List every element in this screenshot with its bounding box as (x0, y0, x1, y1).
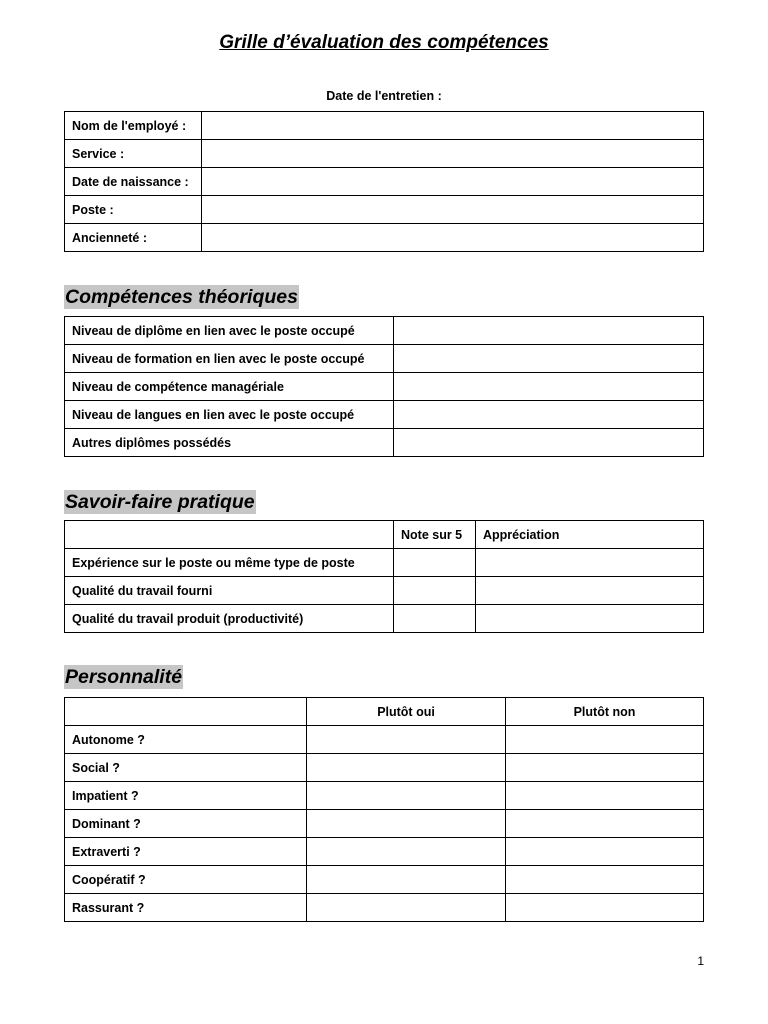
rather-no-cell[interactable] (506, 810, 704, 838)
theoretical-value-cell[interactable] (394, 345, 704, 373)
rather-no-cell[interactable] (506, 726, 704, 754)
appreciation-cell[interactable] (476, 605, 704, 633)
criterion-label: Expérience sur le poste ou même type de poste (65, 549, 394, 577)
trait-label: Autonome ? (65, 726, 307, 754)
table-row (65, 168, 704, 196)
rather-yes-cell[interactable] (307, 726, 506, 754)
page-number: 1 (697, 954, 704, 968)
employee-name-field[interactable] (202, 112, 704, 140)
score-cell[interactable] (394, 549, 476, 577)
practical-skills-table (64, 520, 704, 633)
theoretical-value-cell[interactable] (394, 317, 704, 345)
rather-no-cell[interactable] (506, 894, 704, 922)
section-heading-personality: Personnalité (65, 666, 183, 688)
criterion-label: Niveau de langues en lien avec le poste occupé (65, 401, 394, 429)
theoretical-value-cell[interactable] (394, 401, 704, 429)
score-cell[interactable] (394, 577, 476, 605)
criterion-label: Qualité du travail produit (productivité) (65, 605, 394, 633)
rather-yes-cell[interactable] (307, 838, 506, 866)
table-row (65, 810, 704, 838)
theoretical-skills-table (64, 316, 704, 457)
table-row (65, 726, 704, 754)
table-row (65, 112, 704, 140)
rather-no-cell[interactable] (506, 782, 704, 810)
trait-label: Dominant ? (65, 810, 307, 838)
rather-yes-cell[interactable] (307, 866, 506, 894)
birth-date-field[interactable] (202, 168, 704, 196)
trait-label: Rassurant ? (65, 894, 307, 922)
appreciation-cell[interactable] (476, 549, 704, 577)
criterion-label: Autres diplômes possédés (65, 429, 394, 457)
rather-yes-cell[interactable] (307, 754, 506, 782)
field-label: Poste : (65, 196, 202, 224)
table-header-row (65, 521, 704, 549)
table-row (65, 224, 704, 252)
table-row (65, 429, 704, 457)
table-row (65, 317, 704, 345)
personality-table (64, 697, 704, 922)
table-row (65, 894, 704, 922)
table-row (65, 373, 704, 401)
column-header-rather-yes: Plutôt oui (307, 698, 506, 726)
table-row (65, 140, 704, 168)
empty-header-cell (65, 698, 307, 726)
section-heading-theoretical: Compétences théoriques (65, 286, 298, 308)
field-label: Nom de l'employé : (65, 112, 202, 140)
table-row (65, 577, 704, 605)
criterion-label: Qualité du travail fourni (65, 577, 394, 605)
empty-header-cell (65, 521, 394, 549)
trait-label: Social ? (65, 754, 307, 782)
theoretical-value-cell[interactable] (394, 373, 704, 401)
field-label: Date de naissance : (65, 168, 202, 196)
trait-label: Coopératif ? (65, 866, 307, 894)
service-field[interactable] (202, 140, 704, 168)
page-title: Grille d’évaluation des compétences (219, 32, 549, 53)
table-row (65, 782, 704, 810)
appreciation-cell[interactable] (476, 577, 704, 605)
rather-no-cell[interactable] (506, 866, 704, 894)
rather-yes-cell[interactable] (307, 810, 506, 838)
seniority-field[interactable] (202, 224, 704, 252)
score-cell[interactable] (394, 605, 476, 633)
position-field[interactable] (202, 196, 704, 224)
column-header-appreciation: Appréciation (476, 521, 704, 549)
theoretical-value-cell[interactable] (394, 429, 704, 457)
table-row (65, 401, 704, 429)
table-row (65, 838, 704, 866)
rather-yes-cell[interactable] (307, 782, 506, 810)
employee-info-table (64, 111, 704, 252)
column-header-rather-no: Plutôt non (506, 698, 704, 726)
section-heading-practical: Savoir-faire pratique (65, 491, 255, 513)
trait-label: Extraverti ? (65, 838, 307, 866)
table-row (65, 549, 704, 577)
rather-no-cell[interactable] (506, 754, 704, 782)
rather-no-cell[interactable] (506, 838, 704, 866)
column-header-score: Note sur 5 (394, 521, 476, 549)
rather-yes-cell[interactable] (307, 894, 506, 922)
interview-date-label: Date de l'entretien : (326, 89, 442, 103)
table-row (65, 754, 704, 782)
criterion-label: Niveau de diplôme en lien avec le poste occupé (65, 317, 394, 345)
field-label: Ancienneté : (65, 224, 202, 252)
criterion-label: Niveau de compétence managériale (65, 373, 394, 401)
table-row (65, 345, 704, 373)
field-label: Service : (65, 140, 202, 168)
criterion-label: Niveau de formation en lien avec le poste occupé (65, 345, 394, 373)
table-row (65, 866, 704, 894)
table-row (65, 605, 704, 633)
table-header-row (65, 698, 704, 726)
trait-label: Impatient ? (65, 782, 307, 810)
table-row (65, 196, 704, 224)
